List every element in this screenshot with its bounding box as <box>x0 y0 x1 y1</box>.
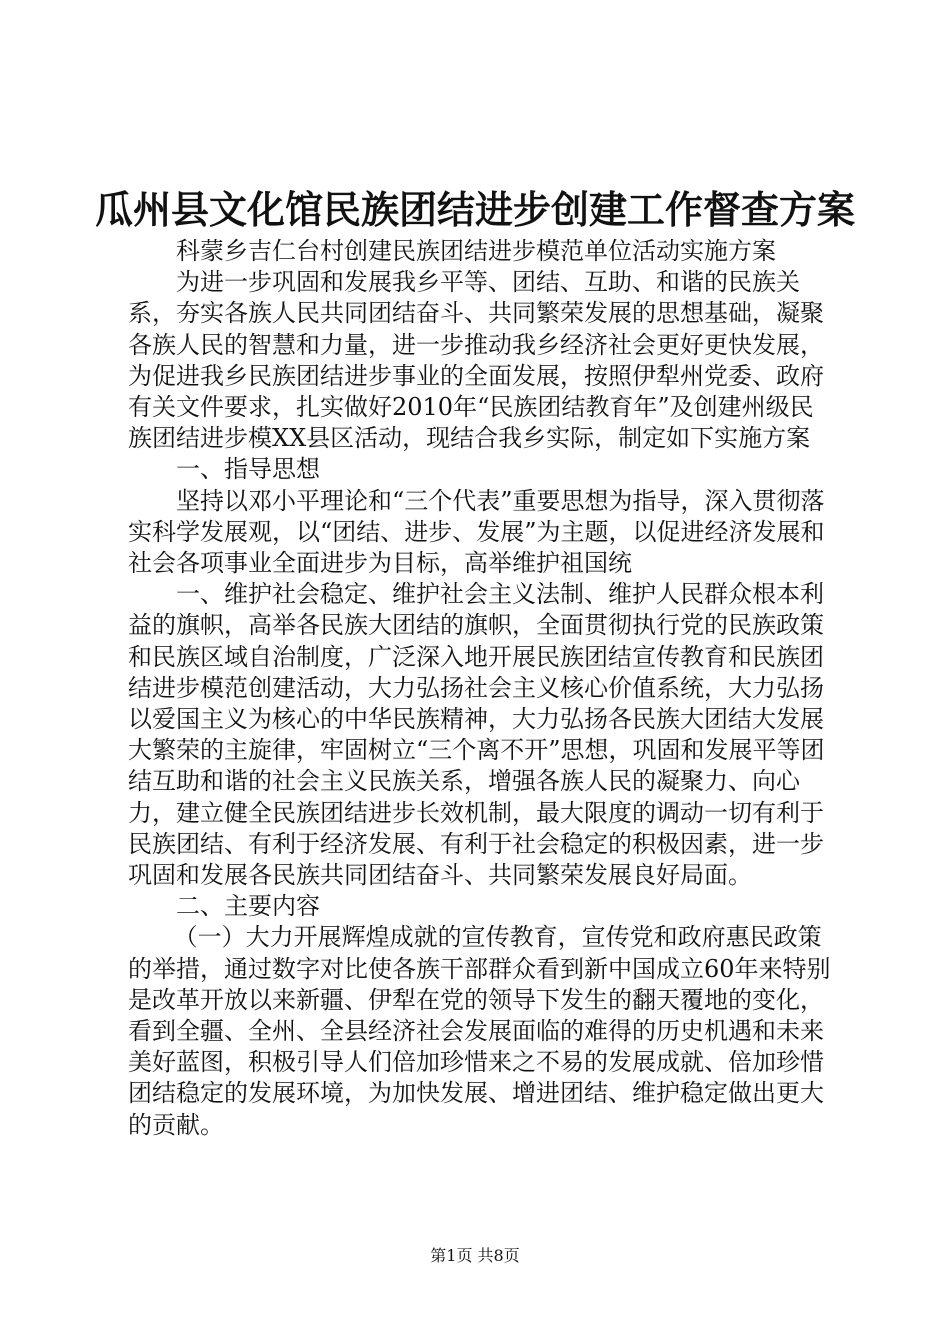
guiding-thought-paragraph: 坚持以邓小平理论和“三个代表”重要思想为指导，深入贯彻落实科学发展观，以“团结、进步、发展”为主题，以促进经济发展和社会各项事业全面进步为目标，高举维护祖国统 <box>128 486 825 578</box>
section-heading-main-content: 二、主要内容 <box>176 892 320 921</box>
page-number-footer: 第1页 共8页 <box>430 1246 520 1265</box>
document-title: 瓜州县文化馆民族团结进步创建工作督查方案 <box>94 187 855 232</box>
intro-paragraph: 为进一步巩固和发展我乡平等、团结、互助、和谐的民族关系，夯实各族人民共同团结奋斗、共同繁荣发展的思想基础，凝聚各族人民的智慧和力量，进一步推动我乡经济社会更好更快发展，为促进我乡民族团结进步事业的全面发展，按照伊犁州党委、政府有关文件要求，扎实做好2010年“民族团结教育年”及创建州级民族团结进步模XX县区活动，现结合我乡实际，制定如下实施方案 <box>128 268 824 453</box>
document-body <box>128 236 832 1141</box>
section-heading-guiding-thought: 一、指导思想 <box>176 455 320 484</box>
main-content-item-1: （一）大力开展辉煌成就的宣传教育，宣传党和政府惠民政策的举措，通过数字对比使各族干部群众看到新中国成立60年来特别是改革开放以来新疆、伊犁在党的领导下发生的翻天覆地的变化，看到全疆、全州、全县经济社会发展面临的难得的历史机遇和未来美好蓝图，积极引导人们倍加珍惜来之不易的发展成就、倍加珍惜团结稳定的发展环境，为加快发展、增进团结、维护稳定做出更大的贡献。 <box>128 923 831 1139</box>
subtitle-paragraph: 科蒙乡吉仁台村创建民族团结进步模范单位活动实施方案 <box>176 237 776 265</box>
goal-paragraph: 一、维护社会稳定、维护社会主义法制、维护人民群众根本利益的旗帜，高举各民族大团结的旗帜，全面贯彻执行党的民族政策和民族区域自治制度，广泛深入地开展民族团结宣传教育和民族团结进步模范创建活动，大力弘扬社会主义核心价值系统，大力弘扬以爱国主义为核心的中华民族精神，大力弘扬各民族大团结大发展大繁荣的主旋律，牢固树立“三个离不开”思想，巩固和发展平等团结互助和谐的社会主义民族关系，增强各族人民的凝聚力、向心力，建立健全民族团结进步长效机制，最大限度的调动一切有利于民族团结、有利于经济发展、有利于社会稳定的积极因素，进一步巩固和发展各民族共同团结奋斗、共同繁荣发展良好局面。 <box>128 580 825 890</box>
